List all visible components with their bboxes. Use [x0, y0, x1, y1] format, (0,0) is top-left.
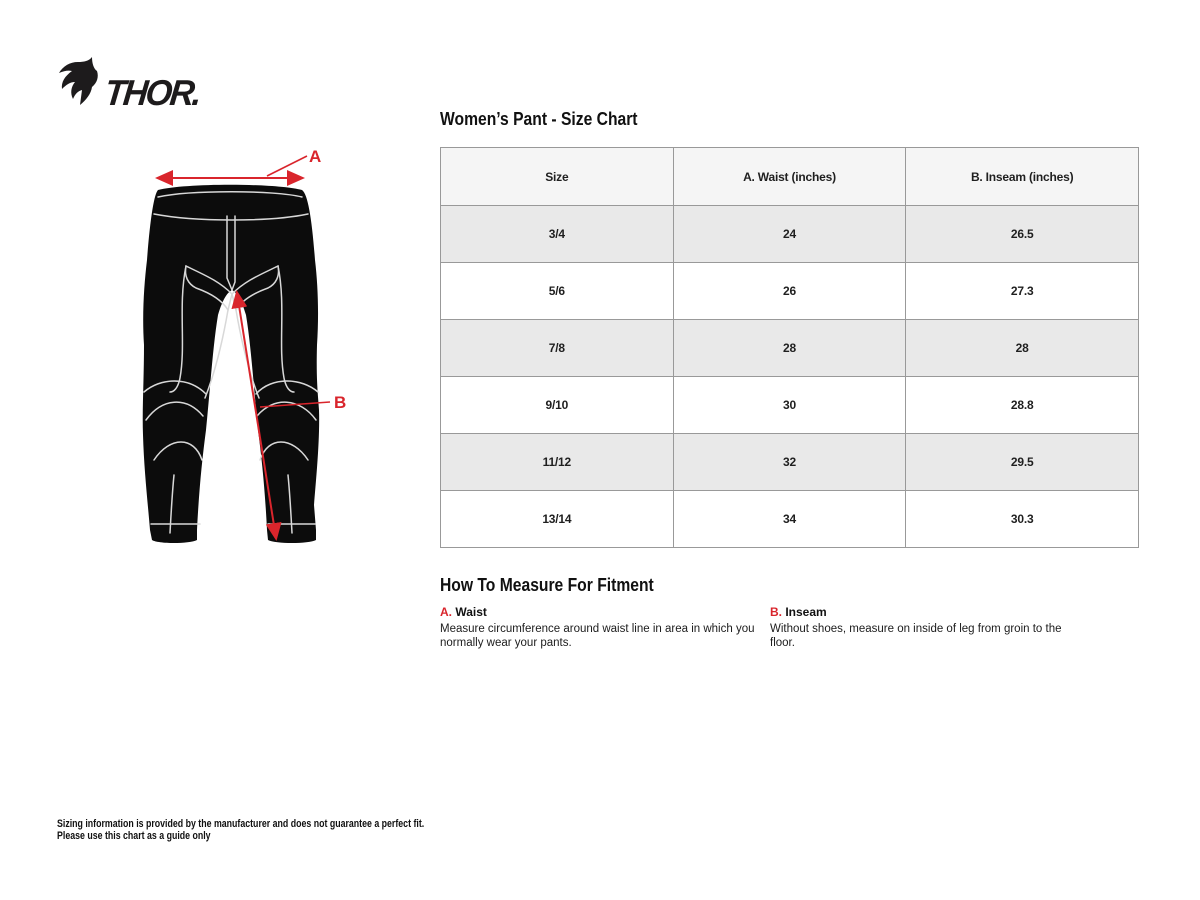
- table-row: [441, 491, 1139, 548]
- column-header-size: Size: [441, 148, 674, 206]
- size-table-body: [441, 206, 1139, 548]
- pants-silhouette: [143, 185, 319, 543]
- table-cell: 13/14: [441, 491, 674, 548]
- table-row: [441, 434, 1139, 491]
- table-cell: 26.5: [906, 206, 1139, 263]
- goat-head-icon: [55, 56, 101, 111]
- measure-letter-b: B.: [770, 605, 782, 619]
- inseam-label-b: B: [334, 393, 347, 412]
- measure-label-waist: [440, 605, 770, 619]
- measure-item-inseam: [770, 605, 1130, 650]
- measure-description-inseam: Without shoes, measure on inside of leg from groin to the floor.: [770, 623, 1062, 649]
- table-row: [441, 320, 1139, 377]
- table-cell: 27.3: [906, 263, 1139, 320]
- table-cell: 9/10: [441, 377, 674, 434]
- pants-measurement-diagram: [110, 130, 390, 560]
- disclaimer-line-2: Please use this chart as a guide only: [57, 830, 211, 842]
- table-cell: 29.5: [906, 434, 1139, 491]
- size-chart-table: [440, 147, 1139, 548]
- measure-name-inseam: Inseam: [785, 605, 827, 619]
- disclaimer-line-1: Sizing information is provided by the manufacturer and does not guarantee a perfect fit.: [57, 818, 425, 830]
- table-cell: 26: [673, 263, 906, 320]
- column-header-inseam: B. Inseam (inches): [906, 148, 1139, 206]
- measure-name-waist: Waist: [455, 605, 487, 619]
- brand-logo: [55, 56, 203, 111]
- sizing-disclaimer: [57, 818, 424, 842]
- measure-label-inseam: [770, 605, 1130, 619]
- brand-wordmark: THOR.: [102, 71, 202, 113]
- waist-label-a: A: [309, 147, 322, 166]
- table-row: [441, 377, 1139, 434]
- table-cell: 28: [906, 320, 1139, 377]
- how-to-measure-heading: How To Measure For Fitment: [440, 575, 654, 595]
- measure-description-waist: Measure circumference around waist line in area in which you normally wear your pants.: [440, 623, 755, 649]
- table-cell: 30: [673, 377, 906, 434]
- waist-measure-arrow: [158, 156, 307, 178]
- measure-item-waist: [440, 605, 770, 650]
- how-to-measure-section: [440, 575, 1140, 650]
- column-header-waist: A. Waist (inches): [673, 148, 906, 206]
- table-cell: 5/6: [441, 263, 674, 320]
- table-cell: 3/4: [441, 206, 674, 263]
- table-cell: 7/8: [441, 320, 674, 377]
- table-header-row: [441, 148, 1139, 206]
- table-cell: 28.8: [906, 377, 1139, 434]
- table-cell: 28: [673, 320, 906, 377]
- table-cell: 32: [673, 434, 906, 491]
- table-row: [441, 206, 1139, 263]
- page-title: Women’s Pant - Size Chart: [440, 109, 638, 129]
- table-cell: 34: [673, 491, 906, 548]
- table-cell: 24: [673, 206, 906, 263]
- table-cell: 11/12: [441, 434, 674, 491]
- table-cell: 30.3: [906, 491, 1139, 548]
- table-row: [441, 263, 1139, 320]
- measure-letter-a: A.: [440, 605, 452, 619]
